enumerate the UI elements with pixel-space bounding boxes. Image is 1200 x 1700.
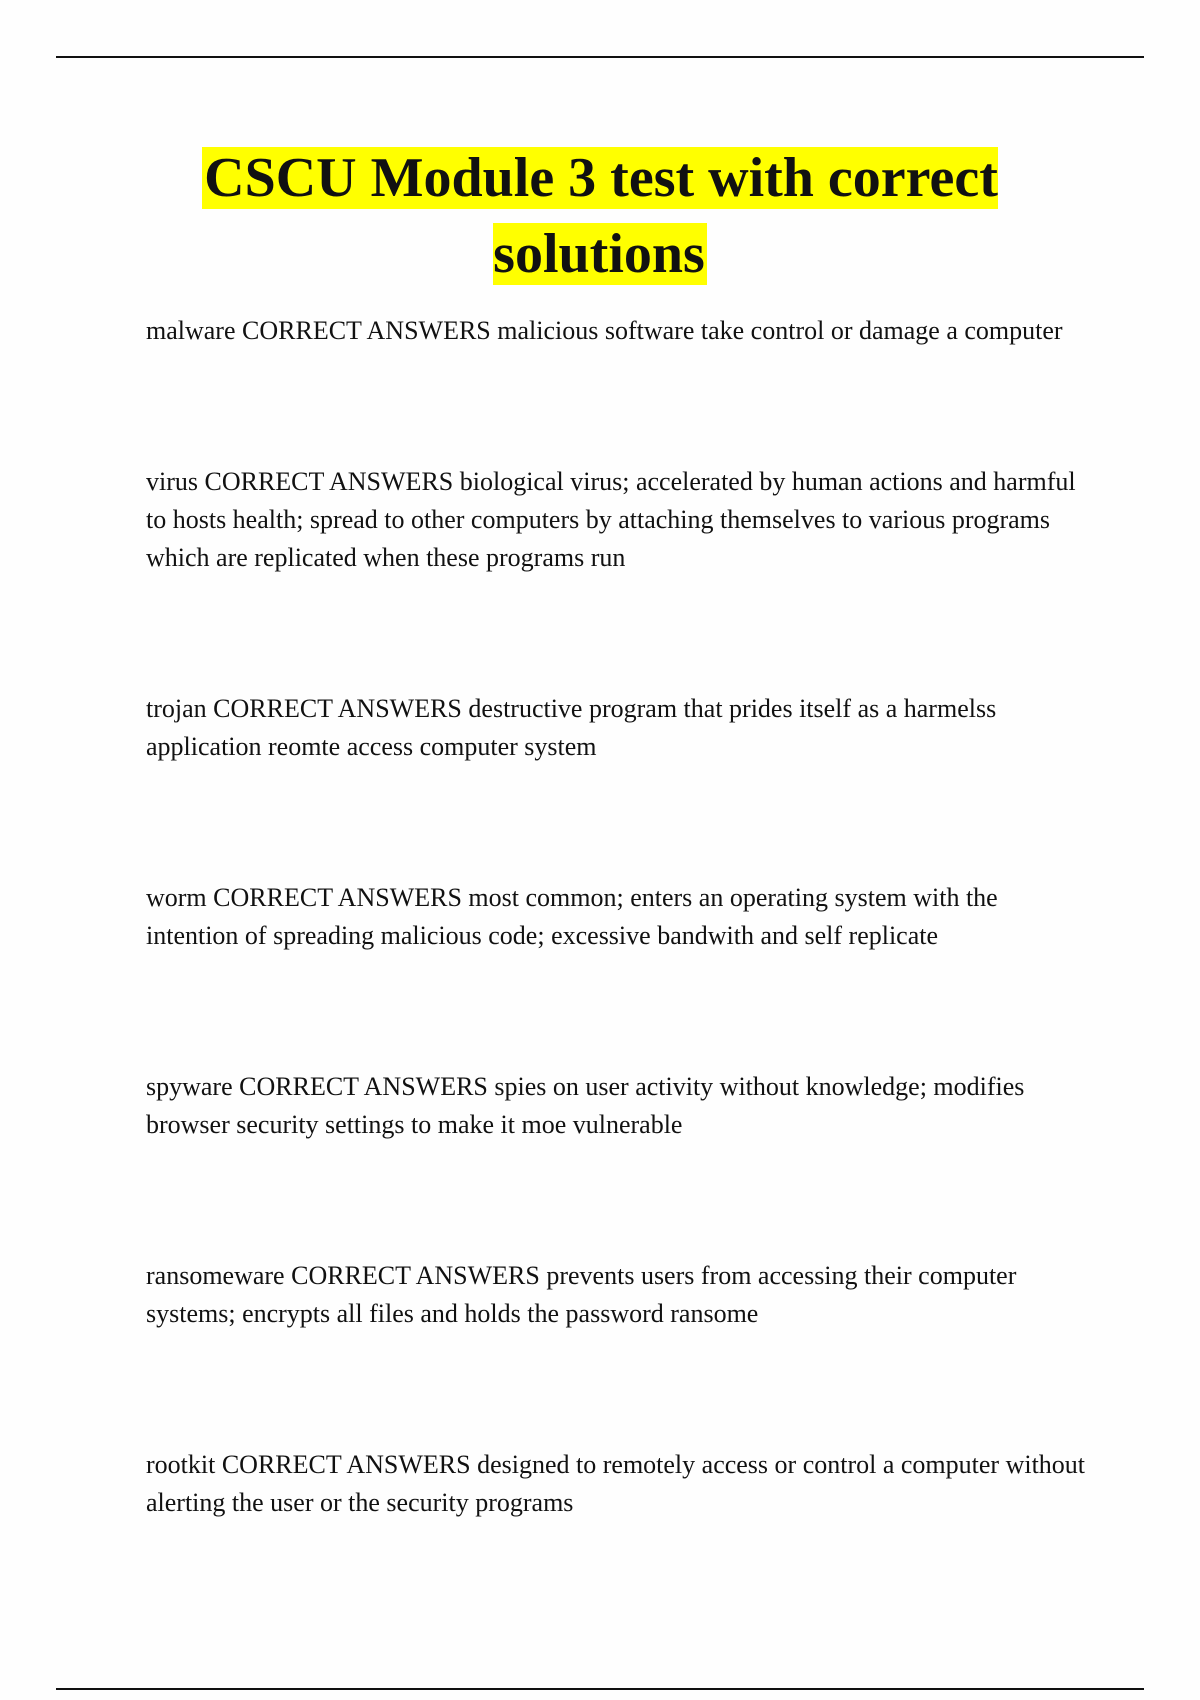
entry-separator: CORRECT ANSWERS: [204, 467, 454, 496]
document-title: [120, 140, 1080, 292]
entry-definition: biological virus; accelerated by human actions and harmful to hosts health; spread to other computers by attaching themselves to various programs which are replicated when these programs run: [146, 467, 1076, 572]
entry-definition: spies on user activity without knowledge; modifies browser security settings to make it moe vulnerable: [146, 1072, 1025, 1139]
bottom-rule: [56, 1688, 1144, 1690]
entry-term: worm: [146, 883, 207, 912]
qa-entry-spyware: [146, 1068, 1086, 1144]
title-highlight: CSCU Module 3 test with correct solutions: [204, 147, 998, 285]
entry-term: ransomeware: [146, 1261, 285, 1290]
qa-entry-rootkit: [146, 1446, 1086, 1522]
qa-entry-worm: [146, 879, 1086, 955]
entry-separator: CORRECT ANSWERS: [239, 1072, 488, 1101]
entry-separator: CORRECT ANSWERS: [213, 694, 462, 723]
qa-entry-virus: [146, 463, 1086, 577]
entry-separator: CORRECT ANSWERS: [242, 316, 491, 345]
entry-separator: CORRECT ANSWERS: [221, 1450, 471, 1479]
entry-definition: designed to remotely access or control a computer without alerting the user or the security programs: [146, 1450, 1086, 1517]
entry-separator: CORRECT ANSWERS: [213, 883, 462, 912]
entry-definition: prevents users from accessing their computer systems; encrypts all files and holds the password ransome: [146, 1261, 1017, 1328]
entry-term: malware: [146, 316, 236, 345]
top-rule: [56, 56, 1144, 58]
entry-term: trojan: [146, 694, 207, 723]
entry-definition: destructive program that prides itself as a harmelss application reomte access computer system: [146, 694, 997, 761]
qa-entry-malware: [146, 312, 1086, 350]
entry-term: virus: [146, 467, 198, 496]
entry-term: spyware: [146, 1072, 233, 1101]
entry-definition: malicious software take control or damage a computer: [497, 316, 1063, 345]
qa-entry-trojan: [146, 690, 1086, 766]
qa-entry-ransomeware: [146, 1257, 1086, 1333]
entry-term: rootkit: [146, 1450, 216, 1479]
entry-separator: CORRECT ANSWERS: [291, 1261, 540, 1290]
qa-list: [146, 312, 1086, 1522]
entry-definition: most common; enters an operating system with the intention of spreading malicious code; excessive bandwith and self replicate: [146, 883, 998, 950]
